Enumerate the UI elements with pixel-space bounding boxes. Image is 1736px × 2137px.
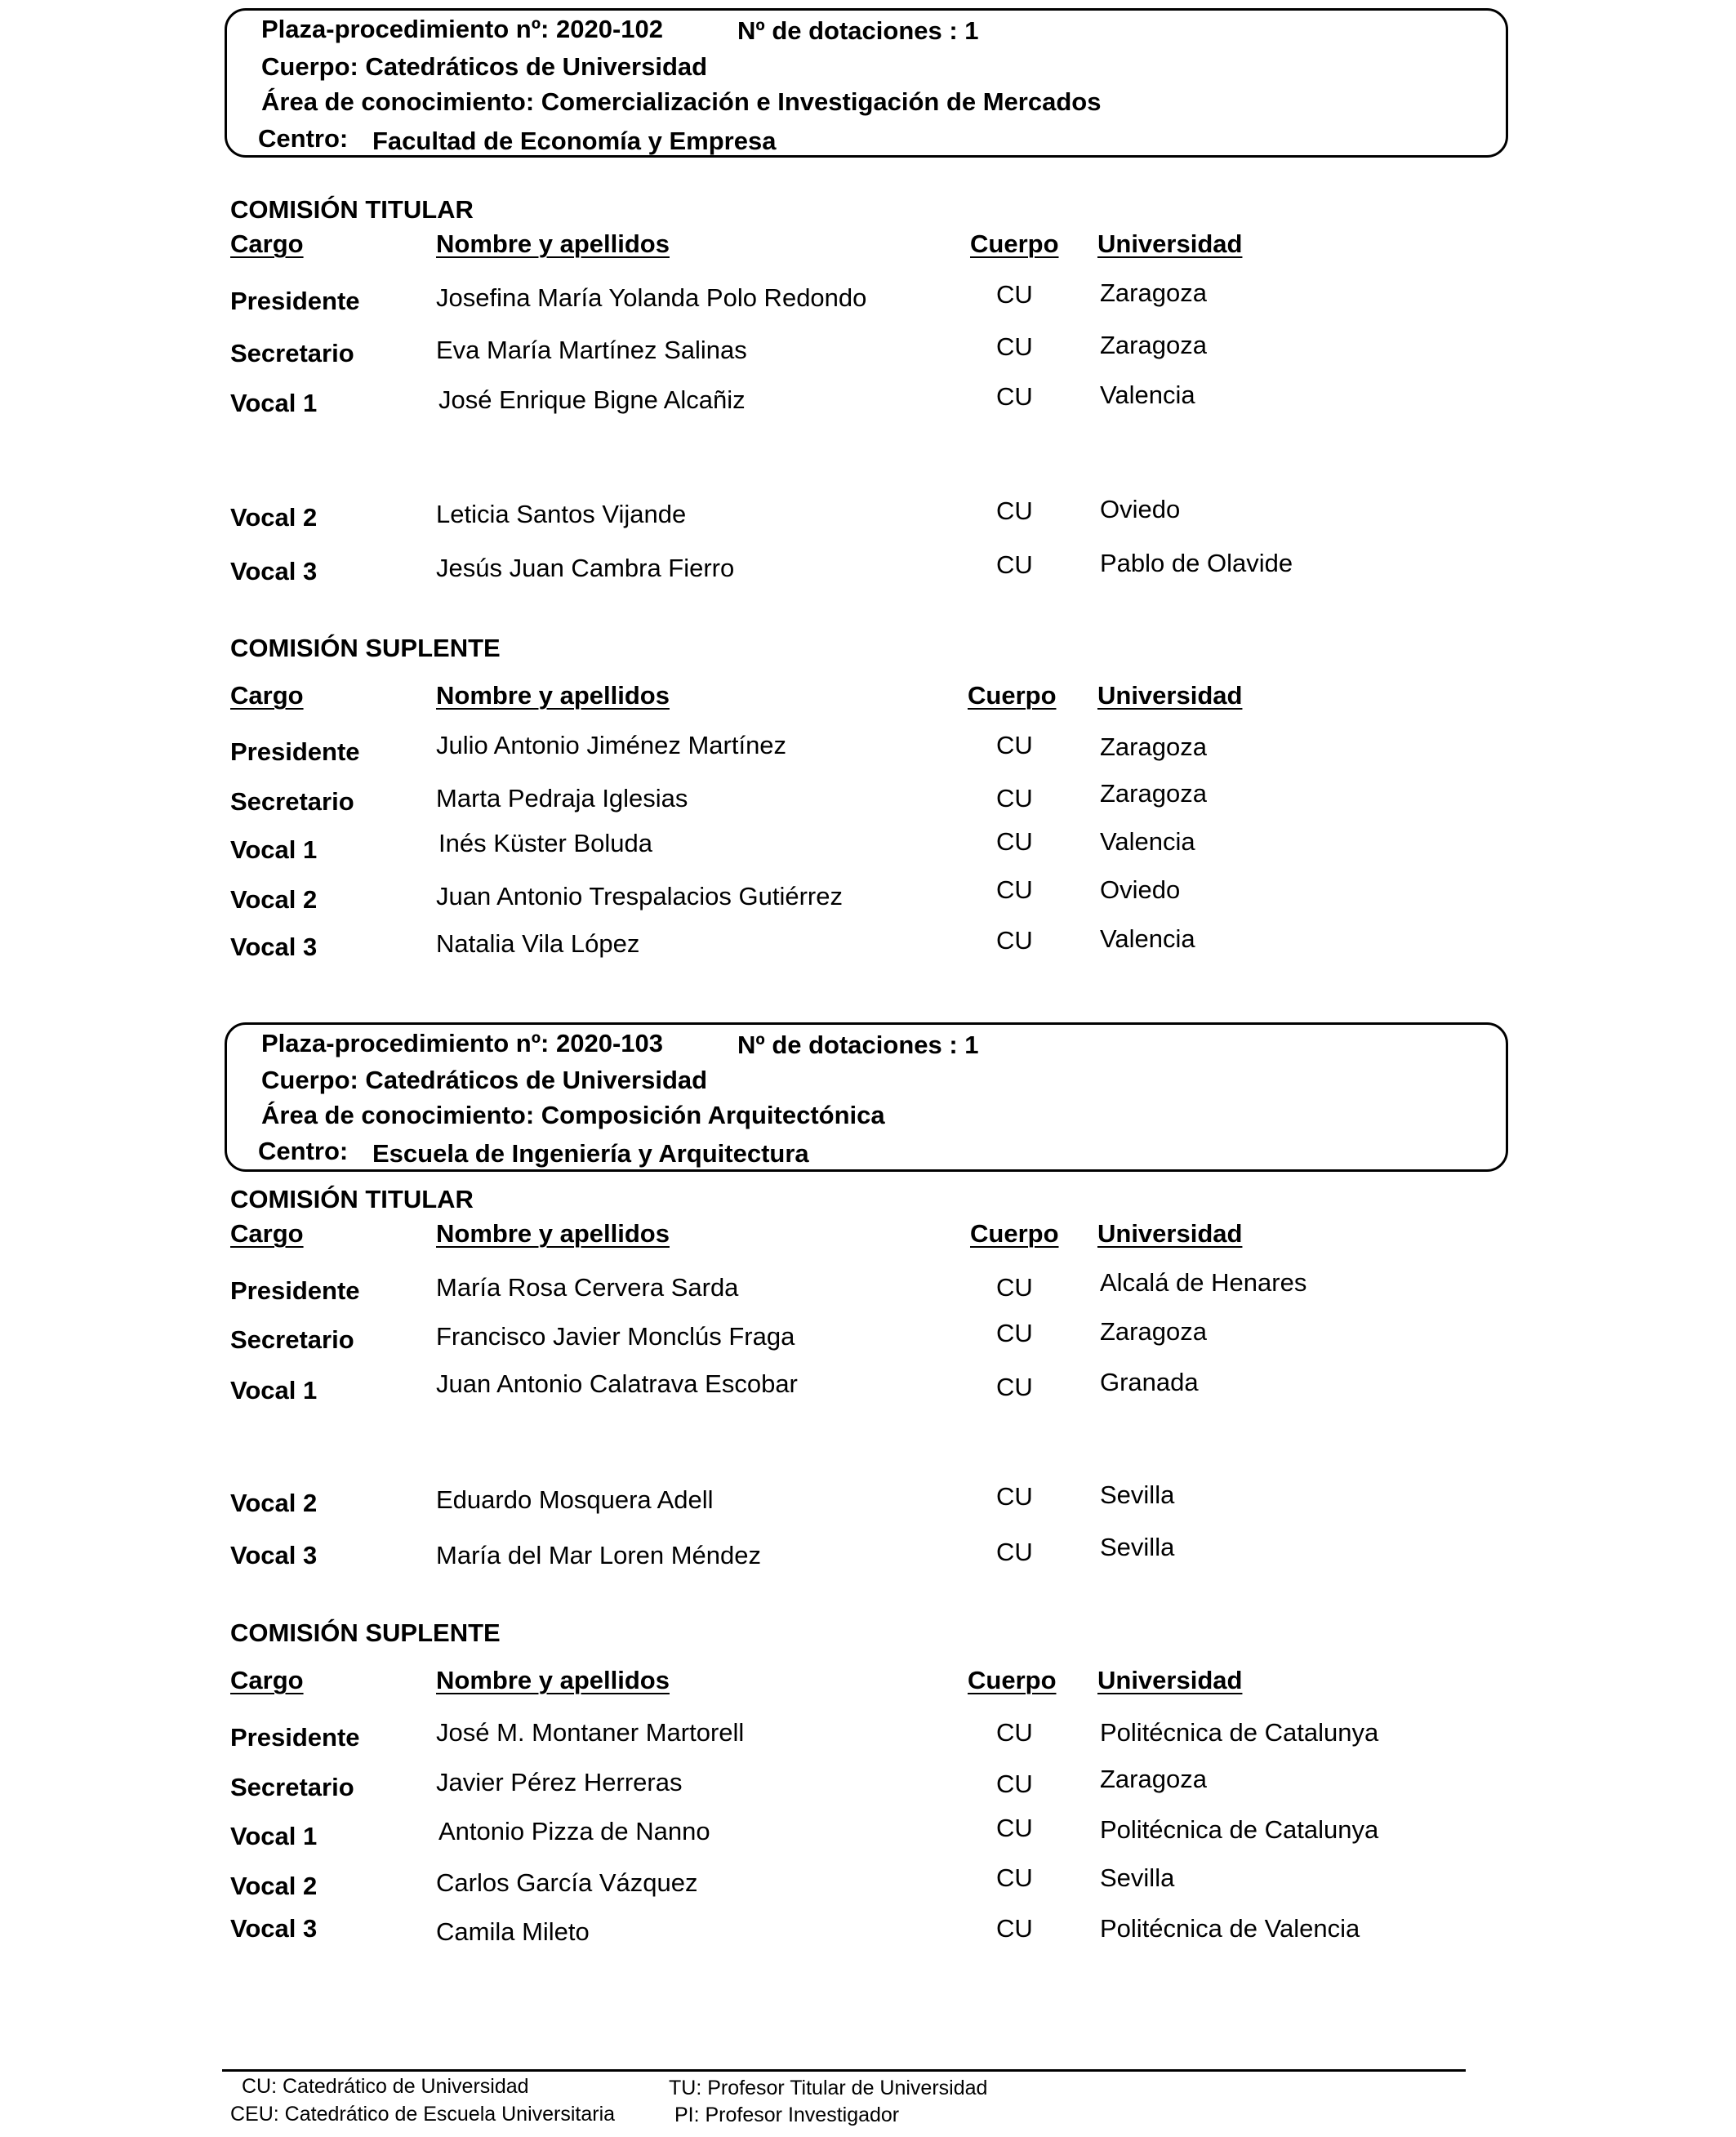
universidad: Alcalá de Henares [1100,1268,1307,1297]
cargo: Secretario [230,1773,354,1801]
cuerpo: CU [996,1373,1033,1401]
cargo: Vocal 2 [230,503,318,532]
cargo: Vocal 3 [230,933,318,961]
nombre: Juan Antonio Calatrava Escobar [436,1369,798,1398]
cuerpo: CU [996,827,1033,856]
table-row [230,1915,1537,1948]
nombre: Carlos García Vázquez [436,1868,698,1897]
table-row [230,1317,1537,1356]
table-row [230,278,1537,317]
cuerpo: CU [996,875,1033,904]
table-row [230,731,1537,768]
cargo: Vocal 1 [230,1376,318,1405]
cargo: Secretario [230,1325,354,1354]
plaza-area: Área de conocimiento: Composición Arquitectónica [261,1101,885,1129]
nombre: Natalia Vila López [436,929,640,958]
table-row [230,1268,1537,1307]
nombre: María Rosa Cervera Sarda [436,1273,739,1302]
nombre: Eduardo Mosquera Adell [436,1485,714,1514]
column-header-cuerpo: Cuerpo [970,229,1059,258]
cargo: Vocal 1 [230,835,318,864]
nombre: María del Mar Loren Méndez [436,1541,762,1569]
universidad: Zaragoza [1100,779,1207,808]
cuerpo: CU [996,280,1033,309]
cargo: Secretario [230,339,354,367]
table-row [230,549,1537,587]
cargo: Vocal 2 [230,1872,318,1900]
column-header-cargo: Cargo [230,229,304,258]
cargo: Presidente [230,1276,360,1305]
table-row [230,1533,1537,1571]
column-header-nombre: Nombre y apellidos [436,229,670,258]
table-row [230,1718,1537,1753]
legend-pi: PI: Profesor Investigador [674,2104,900,2126]
universidad: Sevilla [1100,1480,1175,1509]
universidad: Oviedo [1100,495,1181,523]
plaza-header-box [225,1022,1508,1172]
plaza-dotaciones: Nº de dotaciones : 1 [737,1031,979,1059]
cargo: Vocal 1 [230,1822,318,1850]
nombre: Inés Küster Boluda [438,829,652,857]
nombre: Javier Pérez Herreras [436,1768,683,1796]
cuerpo: CU [996,332,1033,361]
plaza-cuerpo: Cuerpo: Catedráticos de Universidad [261,52,708,81]
plaza-centro: Facultad de Economía y Empresa [372,127,777,155]
cargo: Vocal 3 [230,557,318,585]
cuerpo: CU [996,1482,1033,1511]
column-header-cargo: Cargo [230,681,304,710]
universidad: Zaragoza [1100,331,1207,359]
cuerpo: CU [996,550,1033,579]
cuerpo: CU [996,1538,1033,1566]
legend-cu: CU: Catedrático de Universidad [242,2075,529,2098]
column-header-universidad: Universidad [1097,1666,1243,1694]
table-row [230,331,1537,369]
plaza-area: Área de conocimiento: Comercialización e Investigación de Mercados [261,87,1102,116]
cargo: Secretario [230,787,354,816]
plaza-centro-label: Centro: [258,124,349,153]
plaza-procedimiento: Plaza-procedimiento nº: 2020-102 [261,15,663,43]
table-row [230,495,1537,533]
table-row [230,875,1537,915]
column-header-cuerpo: Cuerpo [968,681,1057,710]
cuerpo: CU [996,1863,1033,1892]
table-row [230,1480,1537,1519]
column-header-cargo: Cargo [230,1219,304,1248]
plaza-cuerpo: Cuerpo: Catedráticos de Universidad [261,1066,708,1094]
universidad: Granada [1100,1368,1199,1396]
cuerpo: CU [996,1273,1033,1302]
cuerpo: CU [996,1814,1033,1842]
cargo: Vocal 3 [230,1541,318,1569]
universidad: Pablo de Olavide [1100,549,1293,577]
column-header-nombre: Nombre y apellidos [436,681,670,710]
table-row [230,1368,1537,1406]
universidad: Zaragoza [1100,732,1207,761]
column-header-nombre: Nombre y apellidos [436,1219,670,1248]
column-header-universidad: Universidad [1097,681,1243,710]
cuerpo: CU [996,784,1033,813]
universidad: Zaragoza [1100,1765,1207,1793]
nombre: Julio Antonio Jiménez Martínez [436,731,787,759]
column-header-cargo: Cargo [230,1666,304,1694]
column-header-universidad: Universidad [1097,1219,1243,1248]
universidad: Valencia [1100,827,1195,856]
cuerpo: CU [996,382,1033,411]
section-title: COMISIÓN TITULAR [230,1185,474,1213]
cuerpo: CU [996,1770,1033,1798]
cuerpo: CU [996,1914,1033,1943]
plaza-dotaciones: Nº de dotaciones : 1 [737,16,979,45]
legend-tu: TU: Profesor Titular de Universidad [669,2077,988,2099]
cuerpo: CU [996,926,1033,955]
plaza-centro-label: Centro: [258,1137,349,1165]
universidad: Politécnica de Valencia [1100,1914,1360,1943]
nombre: Camila Mileto [436,1917,590,1946]
cargo: Vocal 1 [230,389,318,417]
section-title: COMISIÓN SUPLENTE [230,1618,501,1647]
cuerpo: CU [996,731,1033,759]
universidad: Valencia [1100,924,1195,953]
column-header-cuerpo: Cuerpo [968,1666,1057,1694]
cuerpo: CU [996,1319,1033,1347]
plaza-centro: Escuela de Ingeniería y Arquitectura [372,1139,809,1168]
section-title: COMISIÓN SUPLENTE [230,634,501,662]
column-header-universidad: Universidad [1097,229,1243,258]
table-row [230,381,1537,419]
universidad: Sevilla [1100,1863,1175,1892]
nombre: Francisco Javier Monclús Fraga [436,1322,795,1351]
cuerpo: CU [996,496,1033,525]
column-header-nombre: Nombre y apellidos [436,1666,670,1694]
universidad: Politécnica de Catalunya [1100,1718,1379,1747]
cargo: Vocal 3 [230,1914,318,1943]
cargo: Presidente [230,1723,360,1752]
nombre: Antonio Pizza de Nanno [438,1817,710,1845]
universidad: Sevilla [1100,1533,1175,1561]
nombre: José Enrique Bigne Alcañiz [438,385,746,414]
nombre: Juan Antonio Trespalacios Gutiérrez [436,882,843,910]
table-row [230,779,1537,817]
column-header-cuerpo: Cuerpo [970,1219,1059,1248]
nombre: Leticia Santos Vijande [436,500,687,528]
nombre: José M. Montaner Martorell [436,1718,745,1747]
universidad: Zaragoza [1100,278,1207,307]
cargo: Vocal 2 [230,1489,318,1517]
table-row [230,1765,1537,1803]
footer-divider [222,2069,1466,2072]
table-row [230,827,1537,866]
table-row [230,1863,1537,1902]
table-row [230,924,1537,963]
universidad: Politécnica de Catalunya [1100,1815,1379,1844]
table-row [230,1814,1537,1852]
cuerpo: CU [996,1718,1033,1747]
universidad: Zaragoza [1100,1317,1207,1346]
plaza-procedimiento: Plaza-procedimiento nº: 2020-103 [261,1029,663,1057]
cargo: Presidente [230,737,360,766]
cargo: Presidente [230,287,360,315]
universidad: Valencia [1100,381,1195,409]
plaza-header-box [225,8,1508,158]
nombre: Eva María Martínez Salinas [436,336,747,364]
section-title: COMISIÓN TITULAR [230,195,474,224]
nombre: Marta Pedraja Iglesias [436,784,688,813]
cargo: Vocal 2 [230,885,318,914]
nombre: Jesús Juan Cambra Fierro [436,554,735,582]
nombre: Josefina María Yolanda Polo Redondo [436,283,867,312]
legend-ceu: CEU: Catedrático de Escuela Universitaria [230,2103,616,2126]
universidad: Oviedo [1100,875,1181,904]
